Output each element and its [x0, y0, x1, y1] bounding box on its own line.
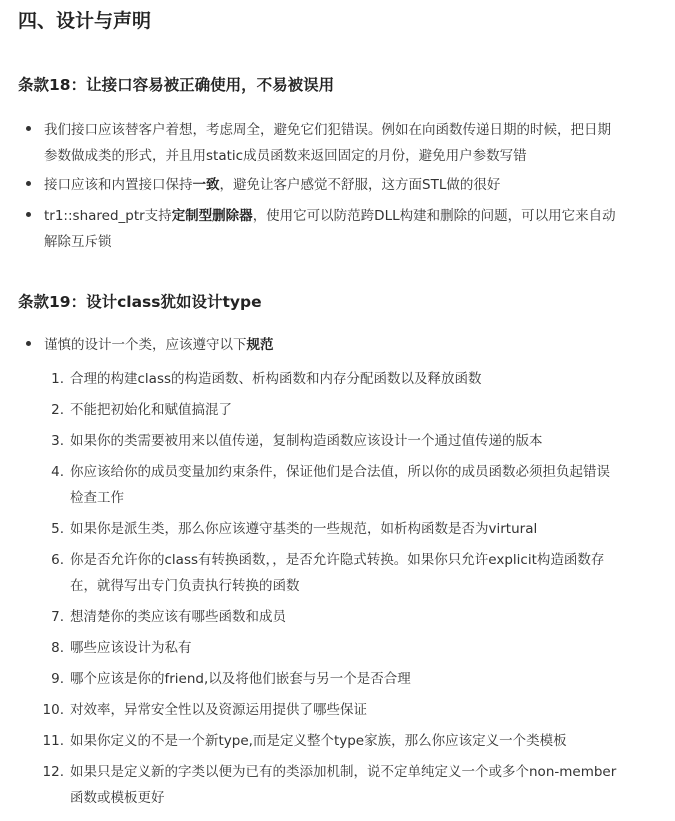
rule-item: [30, 697, 670, 723]
item18-bullet-3-emphasis: 定制型删除器: [171, 208, 253, 224]
rule-text: 你是否允许你的class有转换函数，，是否允许隐式转换。如果你只允许explicit构造函数存: [70, 552, 605, 568]
rule-item: [30, 604, 670, 630]
rule-text: 哪些应该设计为私有: [70, 640, 192, 656]
rule-text: 对效率，异常安全性以及资源运用提供了哪些保证: [70, 702, 367, 718]
rule-number: 1.: [51, 371, 64, 387]
rule-number: 5.: [51, 521, 64, 537]
rule-text: 如果只是定义新的字类以便为已有的类添加机制，说不定单纯定义一个或多个non-member: [70, 764, 617, 780]
rule-number: 6.: [51, 552, 64, 568]
rule-number: 10.: [42, 702, 64, 718]
rule-item: [30, 759, 670, 811]
rule-text: 不能把初始化和赋值搞混了: [70, 402, 232, 418]
bullet-dot: [26, 181, 31, 186]
item19-heading: 条款19：设计class犹如设计type: [18, 293, 262, 311]
item19-bullet-text: 谨慎的设计一个类，应该遵守以下: [44, 337, 247, 353]
rule-text: 想清楚你的类应该有哪些函数和成员: [70, 609, 286, 625]
rule-number: 9.: [51, 671, 64, 687]
item18-bullet-3-line-2: 解除互斥锁: [44, 234, 112, 250]
rule-number: 12.: [42, 764, 64, 780]
item18-bullet-2-emphasis: 一致: [192, 177, 220, 193]
rule-item: [30, 366, 670, 392]
rule-number: 4.: [51, 464, 64, 480]
rule-text: 如果你是派生类，那么你应该遵守基类的一些规范，如析构函数是否为virtural: [70, 521, 538, 537]
rule-item: [30, 459, 670, 511]
bullet-dot: [26, 341, 31, 346]
item18-bullet-1: [26, 117, 666, 169]
rule-number: 2.: [51, 402, 64, 418]
rule-text: 合理的构建class的构造函数、析构函数和内存分配函数以及释放函数: [70, 371, 482, 387]
rule-number: 3.: [51, 433, 64, 449]
section-heading: 四、设计与声明: [18, 10, 152, 32]
item18-heading: 条款18：让接口容易被正确使用，不易被误用: [18, 76, 335, 94]
item18-bullet-3-text: tr1::shared_ptr支持: [44, 208, 172, 224]
rule-text: 哪个应该是你的friend,以及将他们嵌套与另一个是否合理: [70, 671, 411, 687]
item18-bullet-1-line-2: 参数做成类的形式，并且用static成员函数来返回固定的月份，避免用户参数写错: [44, 148, 527, 164]
rule-text-line-2: 函数或模板更好: [70, 790, 165, 806]
bullet-dot: [26, 212, 31, 217]
item18-bullet-2-text: 接口应该和内置接口保持: [44, 177, 193, 193]
rule-item: [30, 666, 670, 692]
item18-bullet-3: [26, 203, 666, 255]
rule-text: 如果你定义的不是一个新type,而是定义整个type家族，那么你应该定义一个类模板: [70, 733, 567, 749]
rule-item: [30, 635, 670, 661]
rule-item: [30, 728, 670, 754]
item19-bullet-emphasis: 规范: [246, 337, 274, 353]
rule-item: [30, 516, 670, 542]
rule-number: 7.: [51, 609, 64, 625]
rule-item: [30, 397, 670, 423]
rule-text-line-2: 在，就得写出专门负责执行转换的函数: [70, 578, 300, 594]
rule-text: 如果你的类需要被用来以值传递，复制构造函数应该设计一个通过值传递的版本: [70, 433, 543, 449]
item18-bullet-2-text-end: ，避免让客户感觉不舒服，这方面STL做的很好: [219, 177, 501, 193]
item18-bullet-3-text-end: ，使用它可以防范跨DLL构建和删除的问题，可以用它来自动: [252, 208, 616, 224]
item18-bullet-1-line-1: 我们接口应该替客户着想，考虑周全，避免它们犯错误。例如在向函数传递日期的时候，把日期: [44, 122, 611, 138]
bullet-dot: [26, 126, 31, 131]
rule-number: 8.: [51, 640, 64, 656]
rule-text-line-2: 检查工作: [70, 490, 124, 506]
item18-bullet-2: [26, 172, 666, 198]
rule-number: 11.: [42, 733, 64, 749]
rule-item: [30, 547, 670, 599]
rule-item: [30, 428, 670, 454]
item19-bullet: [26, 332, 666, 358]
rule-text: 你应该给你的成员变量加约束条件，保证他们是合法值，所以你的成员函数必须担负起错误: [70, 464, 610, 480]
